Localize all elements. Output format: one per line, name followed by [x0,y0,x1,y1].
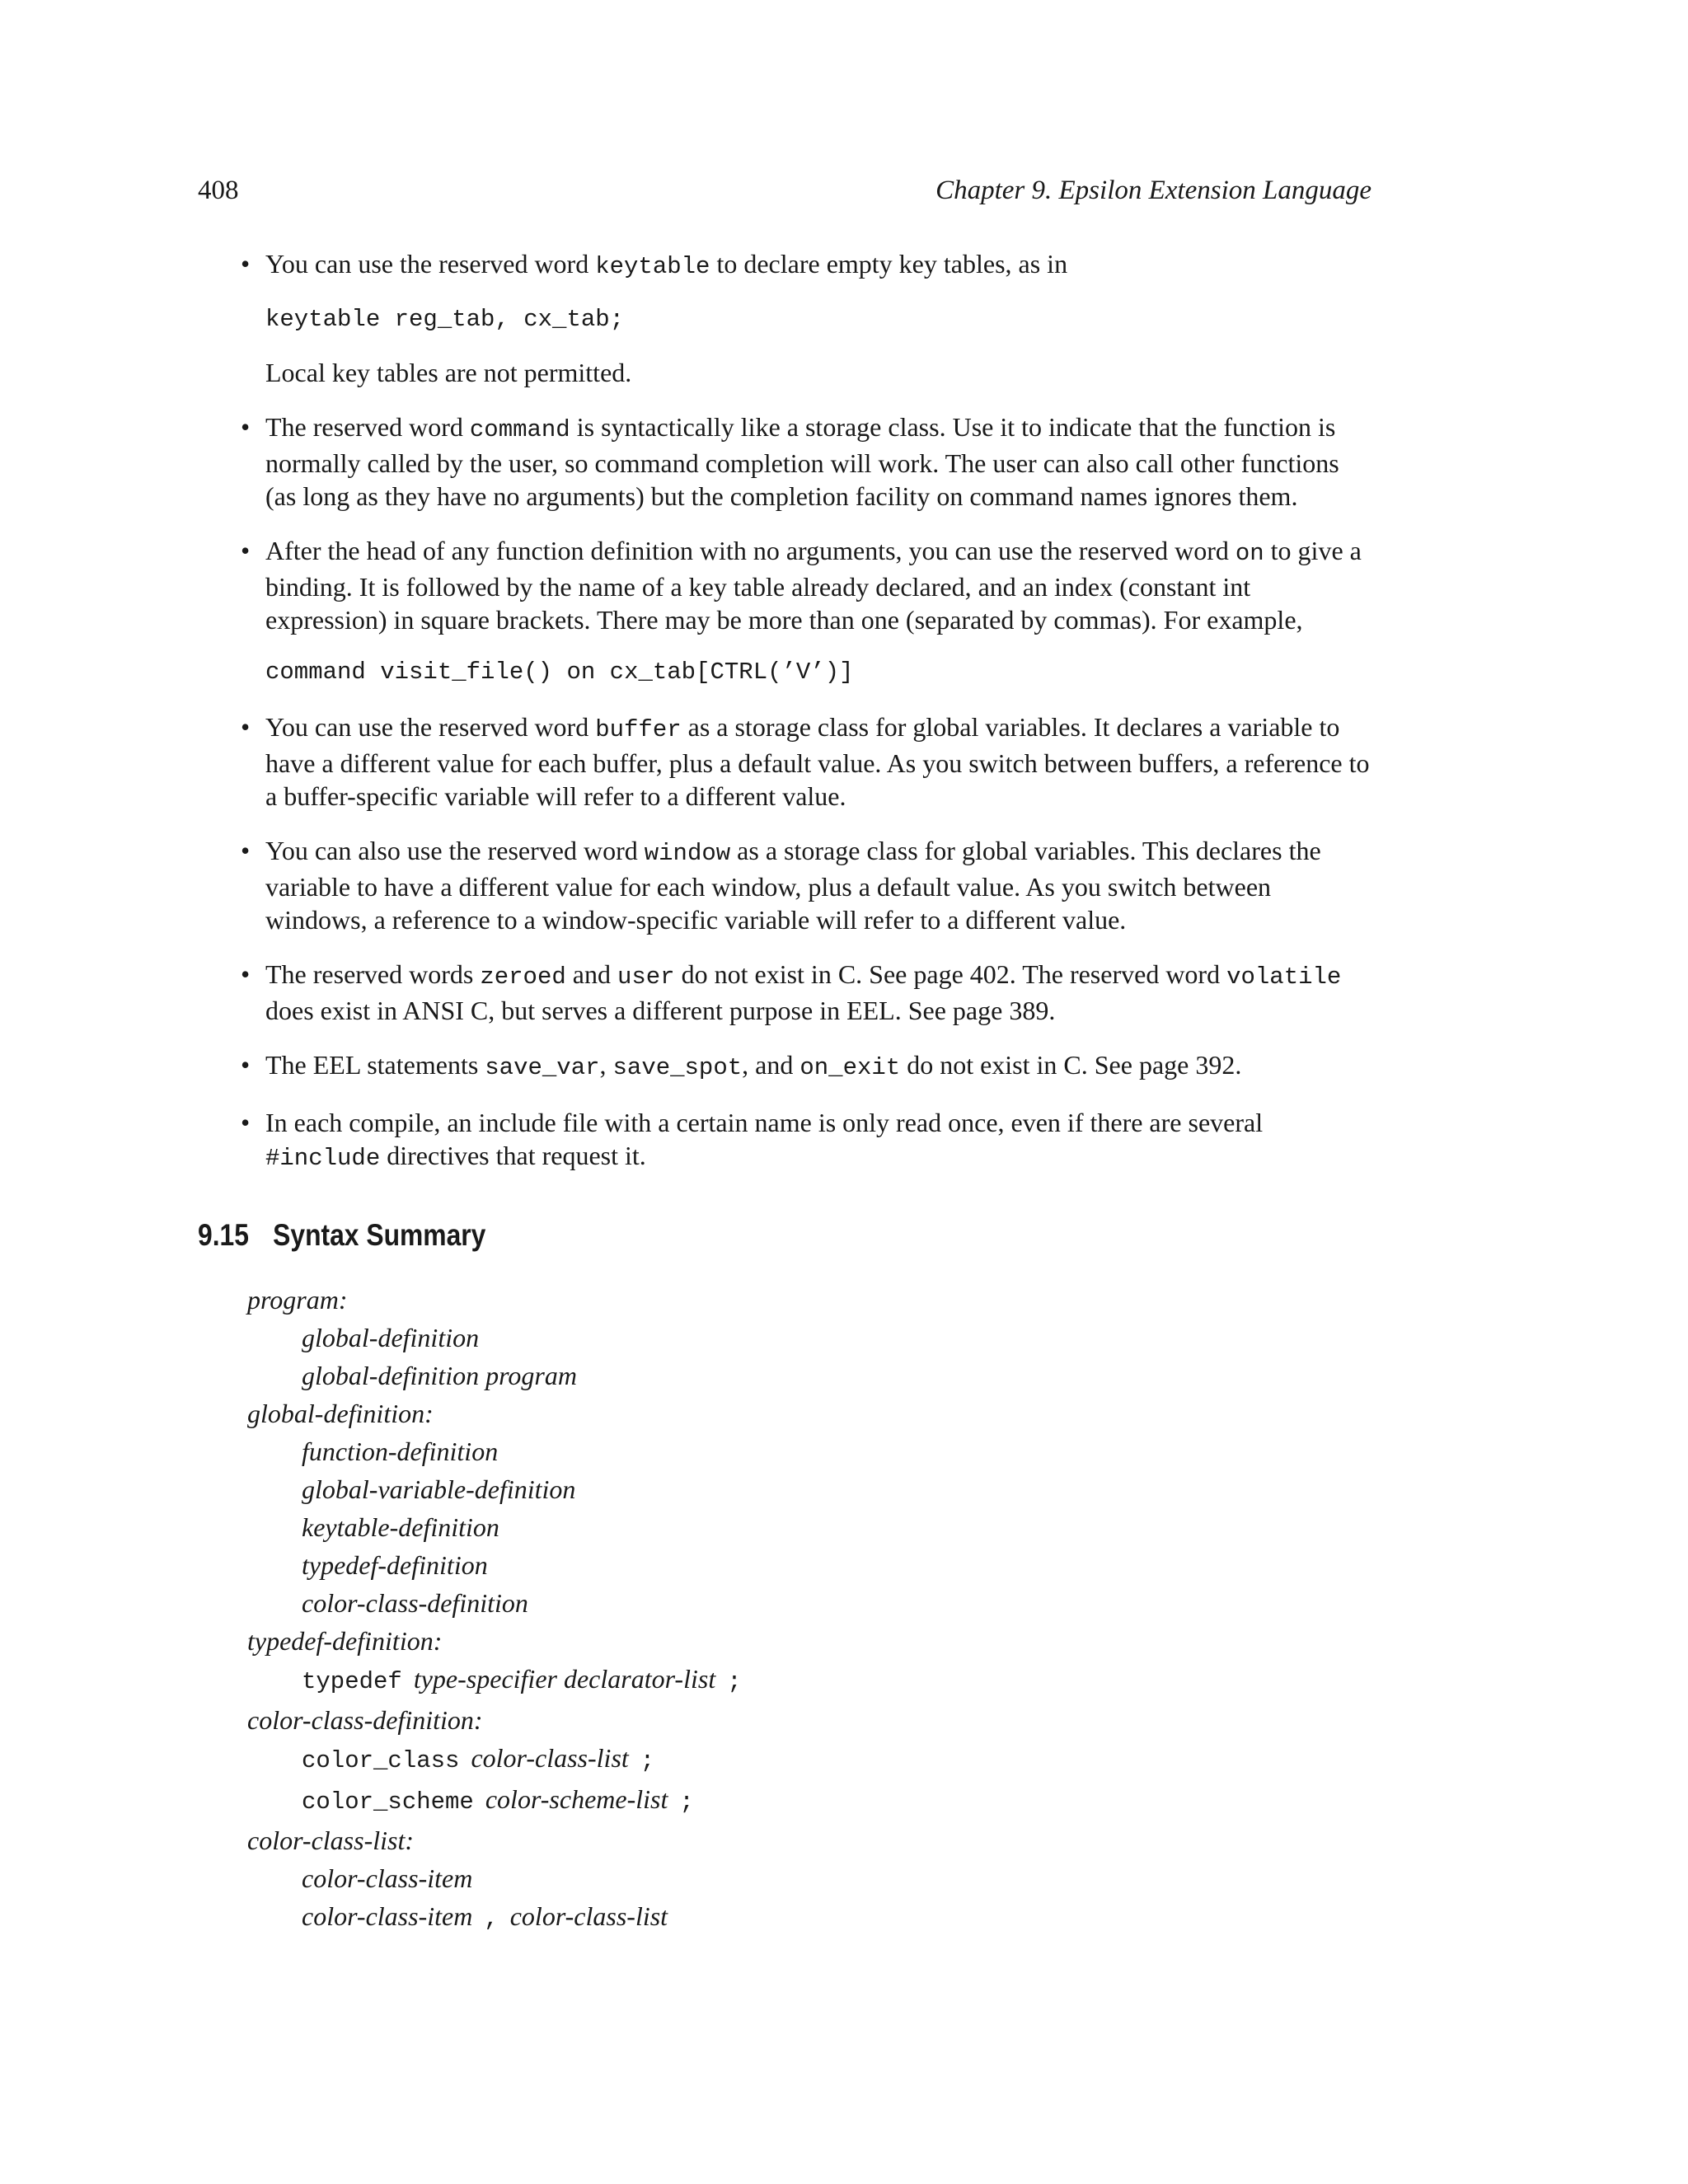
code-example: command visit_file() on cx_tab[CTRL(’V’)] [265,658,854,686]
text-run: The reserved words [265,959,481,989]
grammar-production [198,1897,1372,1938]
grammar-symbol: typedef-definition: [247,1626,443,1656]
grammar-symbol: color-class-definition [302,1588,528,1618]
bullet-text [265,534,1372,636]
inline-code: #include [265,1145,381,1172]
text-run: to declare empty key tables, as in [710,249,1068,279]
grammar-production [198,1739,1372,1780]
text-run: and [565,959,617,989]
bullet-item [198,247,1372,389]
text-run: do not exist in C. See page 402. The reserved word [674,959,1227,989]
grammar-nonterminal [198,1281,1372,1319]
section-title: Syntax Summary [273,1218,486,1252]
grammar-production [198,1432,1372,1470]
inline-code: save_spot [612,1054,743,1081]
grammar-symbol: global-definition: [247,1399,434,1428]
grammar-nonterminal [198,1622,1372,1660]
grammar-token: typedef [302,1668,402,1695]
grammar-symbol: type-specifier declarator-list [413,1664,716,1694]
bullet-marker: • [241,959,251,989]
bullet-marker: • [241,412,251,442]
grammar-symbol: color-scheme-list [485,1784,668,1814]
grammar-production [198,1546,1372,1584]
page-header [198,170,1372,211]
section-heading [198,1215,1207,1256]
bullet-marker: • [241,536,251,565]
grammar-symbol: global-variable-definition [302,1474,576,1504]
bullet-followup-text: Local key tables are not permitted. [265,358,632,387]
grammar-token: ; [679,1788,694,1816]
code-example: keytable reg_tab, cx_tab; [265,306,625,333]
inline-code: on_exit [799,1054,901,1081]
grammar-token: color_scheme [302,1788,474,1816]
grammar-symbol: global-definition program [302,1361,577,1390]
bullet-list [198,247,1372,1175]
grammar-token: color_class [302,1747,460,1774]
grammar-production [198,1859,1372,1897]
bullet-text [265,1048,1372,1085]
text-run: You can use the reserved word [265,712,596,742]
bullet-text [265,710,1372,813]
text-run: to give a binding. It is followed by the name of a key table already declared, and an index (constant int expression) in square brackets. There may be more than one (separated by commas). For example, [265,536,1362,635]
grammar-token: ; [640,1747,655,1774]
text-run: After the head of any function definition with no arguments, you can use the reserved word [265,536,1236,565]
bullet-text [265,1106,1372,1175]
page-content [198,247,1372,1938]
bullet-marker: • [241,836,251,865]
text-run: does exist in ANSI C, but serves a different purpose in EEL. See page 389. [265,996,1056,1025]
grammar-production [198,1584,1372,1622]
grammar-token: ; [727,1668,742,1695]
text-run: is syntactically like a storage class. Use it to indicate that the function is normally called by the user, so command completion will work. The user can also call other functions (as long as they have no arguments) but the completion facility on command names ignores them. [265,412,1339,511]
inline-code: keytable [595,253,710,280]
grammar-symbol: color-class-item [302,1901,473,1931]
text-run: , [599,1050,613,1080]
text-run: The reserved word [265,412,470,442]
grammar-symbol: program: [247,1285,348,1315]
text-run: You can use the reserved word [265,249,596,279]
grammar-nonterminal [198,1821,1372,1859]
inline-code: buffer [595,716,682,743]
bullet-text [265,247,1372,284]
grammar-production [198,1319,1372,1357]
bullet-text [265,834,1372,936]
bullet-item [198,410,1372,513]
bullet-text [265,410,1372,513]
grammar-production [198,1357,1372,1394]
grammar-symbol: function-definition [302,1436,499,1466]
grammar-symbol: color-class-list [471,1743,629,1773]
text-run: as a storage class for global variables. It declares a variable to have a different value for each buffer, plus a default value. As you switch between buffers, a reference to a buffer-specific variable will refer to a different value. [265,712,1370,811]
bullet-marker: • [241,249,251,279]
chapter-title: Chapter 9. Epsilon Extension Language [935,176,1372,205]
grammar-symbol: typedef-definition [302,1550,488,1580]
grammar-token: , [484,1905,499,1933]
grammar-symbol: global-definition [302,1323,480,1352]
text-run: The EEL statements [265,1050,485,1080]
grammar-production [198,1470,1372,1508]
bullet-item [198,1106,1372,1175]
grammar-symbol: color-class-list: [247,1825,414,1855]
text-run: In each compile, an include file with a certain name is only read once, even if there are several [265,1108,1264,1137]
inline-code: command [469,416,570,443]
bullet-item [198,958,1372,1027]
grammar-production [198,1660,1372,1701]
grammar-symbol: color-class-item [302,1863,473,1893]
inline-code: zeroed [480,963,566,991]
text-run: You can also use the reserved word [265,836,645,865]
grammar-nonterminal [198,1394,1372,1432]
bullet-item [198,1048,1372,1085]
page-number: 408 [198,176,239,205]
grammar-symbol: keytable-definition [302,1512,499,1542]
text-run: do not exist in C. See page 392. [900,1050,1242,1080]
bullet-item [198,710,1372,813]
bullet-marker: • [241,1108,251,1137]
syntax-grammar [198,1281,1372,1938]
grammar-nonterminal [198,1701,1372,1739]
grammar-production [198,1508,1372,1546]
inline-code: on [1235,540,1264,567]
bullet-marker: • [241,1050,251,1080]
grammar-production [198,1780,1372,1821]
bullet-item [198,834,1372,936]
bullet-item [198,534,1372,689]
section-number: 9.15 [198,1218,249,1252]
inline-code: user [617,963,675,991]
text-run: , and [742,1050,800,1080]
text-run: directives that request it. [380,1141,646,1170]
inline-code: window [644,840,731,867]
grammar-symbol: color-class-definition: [247,1705,483,1735]
inline-code: volatile [1226,963,1342,991]
text-run: as a storage class for global variables. This declares the variable to have a different value for each window, plus a default value. As you switch between windows, a reference to a window-specific variable will refer to a different value. [265,836,1321,935]
grammar-symbol: color-class-list [509,1901,668,1931]
bullet-marker: • [241,712,251,742]
inline-code: save_var [485,1054,600,1081]
bullet-text [265,958,1372,1027]
